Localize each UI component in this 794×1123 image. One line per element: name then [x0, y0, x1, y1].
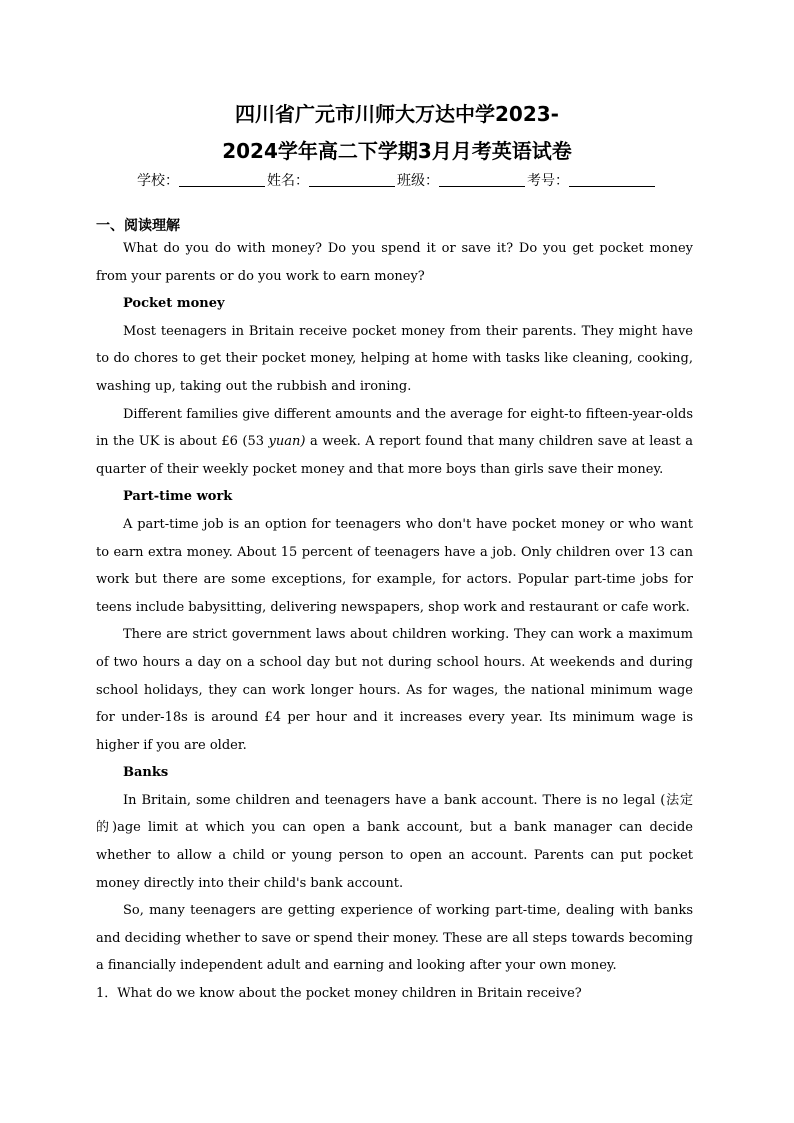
exam-title-line-2: 2024学年高二下学期3月月考英语试卷 [222, 139, 572, 163]
class-field [397, 173, 527, 189]
school-label: 学校： [137, 173, 179, 189]
paragraph-part-time-2: There are strict government laws about children working. They can work a maximum of two hours a day on a school day but not during school hours. At weekends and during school holidays, they can work longer hours. As for wages, the national minimum wage for under-18s is around £4 per hour and it increases every year. Its minimum wage is higher if you are older. [96, 627, 693, 753]
paragraph-banks-1: In Britain, some children and teenagers have a bank account. There is no legal (法定的)age limit at which you can open a bank account, but a bank manager can decide whether to allow a child or young person to open an account. Parents can put pocket money directly into their child's bank account. [96, 792, 693, 891]
name-label: 姓名： [267, 173, 309, 189]
class-blank[interactable] [439, 172, 525, 187]
school-field [137, 173, 267, 189]
school-blank[interactable] [179, 172, 265, 187]
name-blank[interactable] [309, 172, 395, 187]
subheading-part-time-work: Part-time work [123, 489, 233, 505]
exam-number-field [527, 173, 657, 189]
paragraph-part-time-1: A part-time job is an option for teenagers who don't have pocket money or who want to earn extra money. About 15 percent of teenagers have a job. Only children over 13 can work but there are some exceptions, for example, for actors. Popular part-time jobs for teens include babysitting, delivering newspapers, shop work and restaurant or cafe work. [96, 516, 693, 615]
name-field [267, 173, 397, 189]
paragraph-banks-2: So, many teenagers are getting experience of working part-time, dealing with banks and deciding whether to save or spend their money. These are all steps towards becoming a financially independent adult and earning and looking after your own money. [96, 903, 693, 974]
passage-intro: What do you do with money? Do you spend it or save it? Do you get pocket money from your parents or do you work to earn money? [96, 241, 693, 284]
exam-number-blank[interactable] [569, 172, 655, 187]
student-info-row [0, 170, 794, 192]
paragraph-pocket-2-start: Different families give different amounts and the average for eight-to fifteen-year-olds in the UK is about £6 (53 [96, 406, 693, 450]
exam-title-line-1: 四川省广元市川师大万达中学2023- [235, 102, 559, 126]
paragraph-pocket-1: Most teenagers in Britain receive pocket money from their parents. They might have to do chores to get their pocket money, helping at home with tasks like cleaning, cooking, washing up, taking out the rubbish and ironing. [96, 323, 693, 394]
yuan-italic: yuan) [268, 434, 306, 450]
section-heading-reading: 一、阅读理解 [96, 218, 180, 234]
passage-content [96, 235, 693, 1008]
exam-number-label: 考号： [527, 173, 569, 189]
paragraph-pocket-2 [96, 401, 693, 484]
subheading-banks: Banks [123, 765, 169, 781]
class-label: 班级： [397, 173, 439, 189]
paragraph-pocket-2-end: a week. A report found that many children save at least a quarter of their weekly pocket money and that more boys than girls save their money. [96, 434, 693, 477]
subheading-pocket-money: Pocket money [123, 296, 225, 312]
question-1: 1．What do we know about the pocket money children in Britain receive? [96, 986, 582, 1002]
